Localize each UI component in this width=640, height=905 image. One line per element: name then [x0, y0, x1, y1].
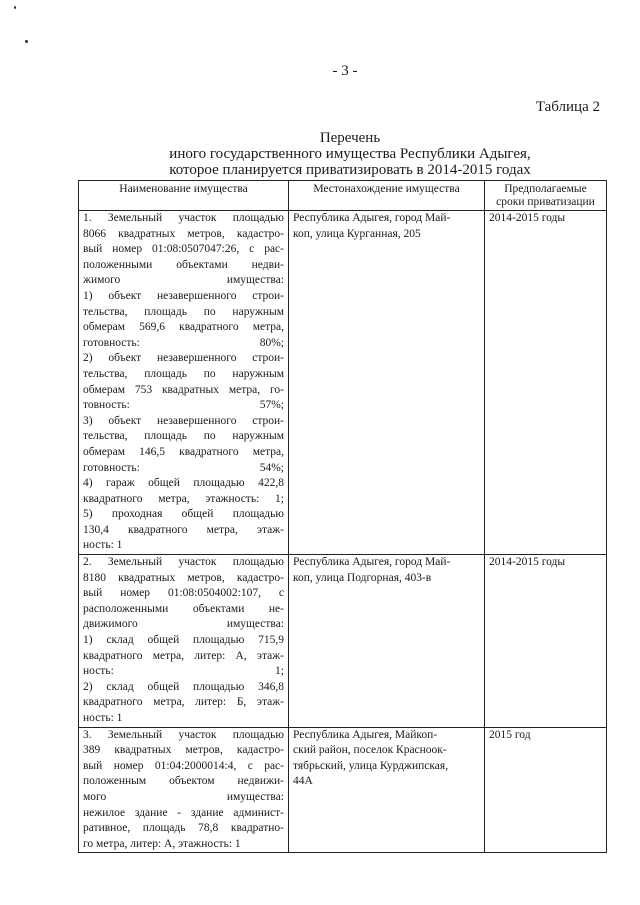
property-name-line: тельства, площадь по наружным: [83, 367, 284, 380]
document-title: [100, 130, 600, 178]
table-row: [79, 211, 607, 555]
property-name-line: вый номер 01:08:0504002:107, с: [83, 587, 284, 600]
property-name-line: 8180 квадратных метров, кадастро-: [83, 571, 284, 584]
table-row: [79, 727, 607, 853]
property-name-line: нежилое здание - здание админист-: [83, 806, 284, 819]
property-name-line: 1) объект незавершенного строи-: [83, 289, 284, 302]
scan-speck: [14, 6, 16, 9]
property-name-line: обмерам 569,6 квадратного метра,: [83, 321, 284, 334]
property-name-line: 1) склад общей площадью 715,9: [83, 634, 284, 647]
table-row: [79, 555, 607, 728]
column-header-location: [289, 181, 485, 211]
property-name-line: 3) объект незавершенного строи-: [83, 414, 284, 427]
property-name-line: тельства, площадь по наружным: [83, 305, 284, 318]
property-name-line: обмерам 753 квадратных метра, го-: [83, 383, 284, 396]
property-name-line: положенными объектами недви-: [83, 258, 284, 271]
property-name-line: 8066 квадратных метров, кадастро-: [83, 227, 284, 240]
property-location-line: тябрьский, улица Курджипская,: [293, 759, 449, 772]
property-name-line: 3. Земельный участок площадью: [83, 728, 284, 741]
column-header-name: [79, 181, 289, 211]
property-name-line: вый номер 01:08:0507047:26, с рас-: [83, 243, 284, 256]
property-name-cell: [79, 727, 289, 853]
property-name-line: квадратного метра, литер: Б, этаж-: [83, 696, 284, 709]
property-location-cell: [289, 727, 485, 853]
property-location-line: коп, улица Подгорная, 403-в: [293, 571, 432, 584]
property-name-line: движимого имущества:: [83, 618, 284, 631]
scan-speck: [25, 40, 28, 43]
property-name-line: товность: 57%;: [83, 399, 284, 412]
page-number: - 3 -: [332, 63, 358, 79]
title-line: которое планируется приватизировать в 2014-2015 годах: [169, 162, 531, 178]
privatization-period-cell: 2015 год: [485, 727, 607, 853]
property-name-line: жимого имущества:: [83, 274, 284, 287]
property-name-cell: [79, 555, 289, 728]
property-location-line: Республика Адыгея, Майкоп-: [293, 728, 438, 741]
property-name-line: 2) объект незавершенного строи-: [83, 352, 284, 365]
table-label: Таблица 2: [535, 99, 600, 115]
property-name-line: квадратного метра, этажность: 1;: [83, 492, 284, 505]
privatization-period-cell: 2014-2015 годы: [485, 555, 607, 728]
title-line: Перечень: [319, 130, 381, 146]
column-header-text: Предполагаемые: [504, 183, 587, 195]
property-name-line: 5) проходная общей площадью: [83, 508, 284, 521]
property-location-line: Республика Адыгея, город Май-: [293, 556, 451, 569]
property-name-line: 130,4 квадратного метра, этаж-: [83, 523, 284, 536]
property-location-line: 44А: [293, 775, 313, 788]
privatization-period-cell: 2014-2015 годы: [485, 211, 607, 555]
property-name-line: ность: 1: [83, 539, 123, 552]
property-name-line: тельства, площадь по наружным: [83, 430, 284, 443]
property-name-line: го метра, литер: А, этажность: 1: [83, 837, 241, 850]
property-name-line: 4) гараж общей площадью 422,8: [83, 477, 284, 490]
property-name-line: 2. Земельный участок площадью: [83, 556, 284, 569]
property-name-line: 389 квадратных метров, кадастро-: [83, 744, 284, 757]
property-name-line: мого имущества:: [83, 790, 284, 803]
property-location-line: ский район, поселок Красноок-: [293, 744, 447, 757]
property-name-line: ративное, площадь 78,8 квадратно-: [83, 822, 284, 835]
table-header-row: [79, 181, 607, 211]
property-location-cell: [289, 555, 485, 728]
property-name-line: обмерам 146,5 квадратного метра,: [83, 445, 284, 458]
property-name-line: вый номер 01:04:2000014:4, с рас-: [83, 759, 284, 772]
property-location-line: коп, улица Курганная, 205: [293, 227, 421, 240]
column-header-period: [485, 181, 607, 211]
property-name-line: положенным объектом недвижи-: [83, 775, 284, 788]
property-name-line: ность: 1: [83, 712, 123, 724]
property-name-line: 2) склад общей площадью 346,8: [83, 680, 284, 693]
property-name-line: готовность: 54%;: [83, 461, 284, 474]
title-line: иного государственного имущества Республики Адыгея,: [169, 146, 531, 162]
property-location-cell: [289, 211, 485, 555]
property-name-line: 1. Земельный участок площадью: [83, 212, 284, 224]
property-name-line: ность: 1;: [83, 665, 284, 678]
column-header-text: Местонахождение имущества: [313, 183, 460, 195]
property-table: [78, 180, 607, 853]
property-location-line: Республика Адыгея, город Май-: [293, 212, 451, 224]
column-header-text: сроки приватизации: [496, 196, 595, 208]
property-name-line: расположенными объектами не-: [83, 602, 284, 615]
property-name-cell: [79, 211, 289, 555]
property-name-line: квадратного метра, литер: А, этаж-: [83, 649, 284, 662]
property-name-line: готовность: 80%;: [83, 336, 284, 349]
column-header-text: Наименование имущества: [119, 183, 248, 195]
